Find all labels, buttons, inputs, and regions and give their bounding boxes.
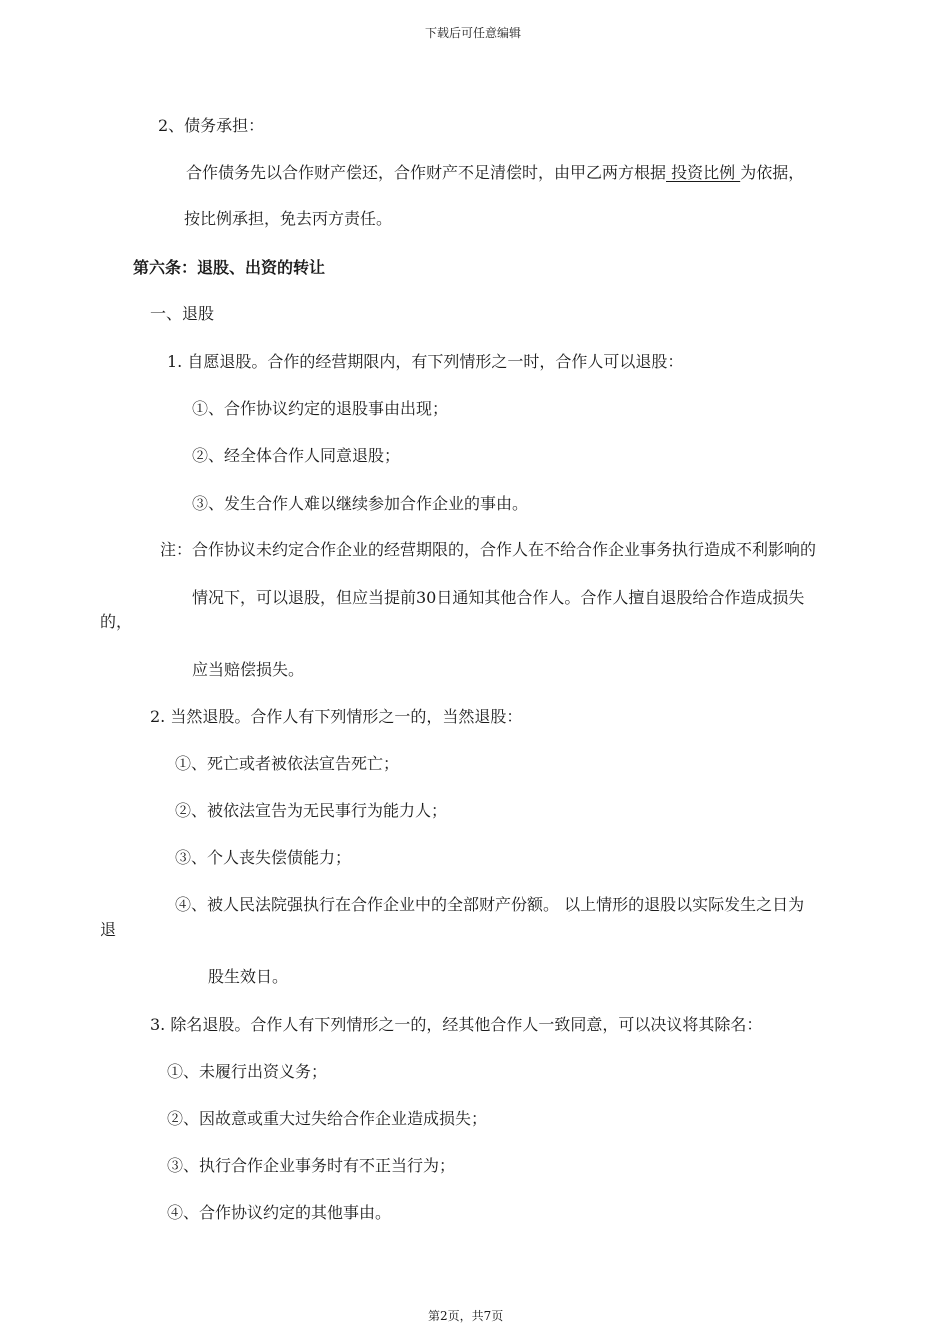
note-line-2: 情况下，可以退股，但应当提前30日通知其他合作人。合作人擅自退股给合作造成损失 xyxy=(192,588,805,607)
item-1-case-c: ③、发生合作人难以继续参加合作企业的事由。 xyxy=(192,494,529,513)
item-2-case-d-wrap: 退 xyxy=(100,920,117,939)
debt-text-a: 合作债务先以合作财产偿还，合作财产不足清偿时，由甲乙两方根据 xyxy=(186,163,667,182)
debt-paragraph-line-2: 按比例承担，免去丙方责任。 xyxy=(184,209,393,228)
article-6-heading: 第六条：退股、出资的转让 xyxy=(133,258,326,277)
item-3-case-d: ④、合作协议约定的其他事由。 xyxy=(167,1203,392,1222)
item-1-voluntary-withdrawal: 1. 自愿退股。合作的经营期限内，有下列情形之一时，合作人可以退股： xyxy=(167,352,684,371)
debt-text-b: 为依据， xyxy=(740,163,805,182)
item-2-automatic-withdrawal: 2. 当然退股。合作人有下列情形之一的，当然退股： xyxy=(150,707,523,726)
section-1-heading: 一、退股 xyxy=(150,304,215,323)
item-1-case-b: ②、经全体合作人同意退股； xyxy=(192,446,401,465)
page-footer: 第2页，共7页 xyxy=(428,1309,504,1323)
item-2-case-d: ④、被人民法院强执行在合作企业中的全部财产份额。 以上情形的退股以实际发生之日为 xyxy=(175,895,805,914)
item-2-case-d-cont: 股生效日。 xyxy=(208,967,289,986)
item-1-case-a: ①、合作协议约定的退股事由出现； xyxy=(192,399,449,418)
item-2-case-a: ①、死亡或者被依法宣告死亡； xyxy=(175,754,400,773)
item-2-case-b: ②、被依法宣告为无民事行为能力人； xyxy=(175,801,448,820)
item-3-expulsion: 3. 除名退股。合作人有下列情形之一的，经其他合作人一致同意，可以决议将其除名： xyxy=(150,1015,763,1034)
investment-ratio-blank: 投资比例 xyxy=(666,163,741,182)
note-line-4: 应当赔偿损失。 xyxy=(192,660,305,679)
debt-title: 2、债务承担： xyxy=(158,116,265,135)
note-line-3: 的， xyxy=(100,612,133,631)
item-3-case-a: ①、未履行出资义务； xyxy=(167,1062,328,1081)
item-3-case-b: ②、因故意或重大过失给合作企业造成损失； xyxy=(167,1109,488,1128)
item-2-case-c: ③、个人丧失偿债能力； xyxy=(175,848,352,867)
item-3-case-c: ③、执行合作企业事务时有不正当行为； xyxy=(167,1156,456,1175)
page-header: 下载后可任意编辑 xyxy=(425,26,522,40)
note-line-1: 注：合作协议未约定合作企业的经营期限的，合作人在不给合作企业事务执行造成不利影响的 xyxy=(160,540,817,559)
debt-paragraph-line-1 xyxy=(186,163,804,183)
